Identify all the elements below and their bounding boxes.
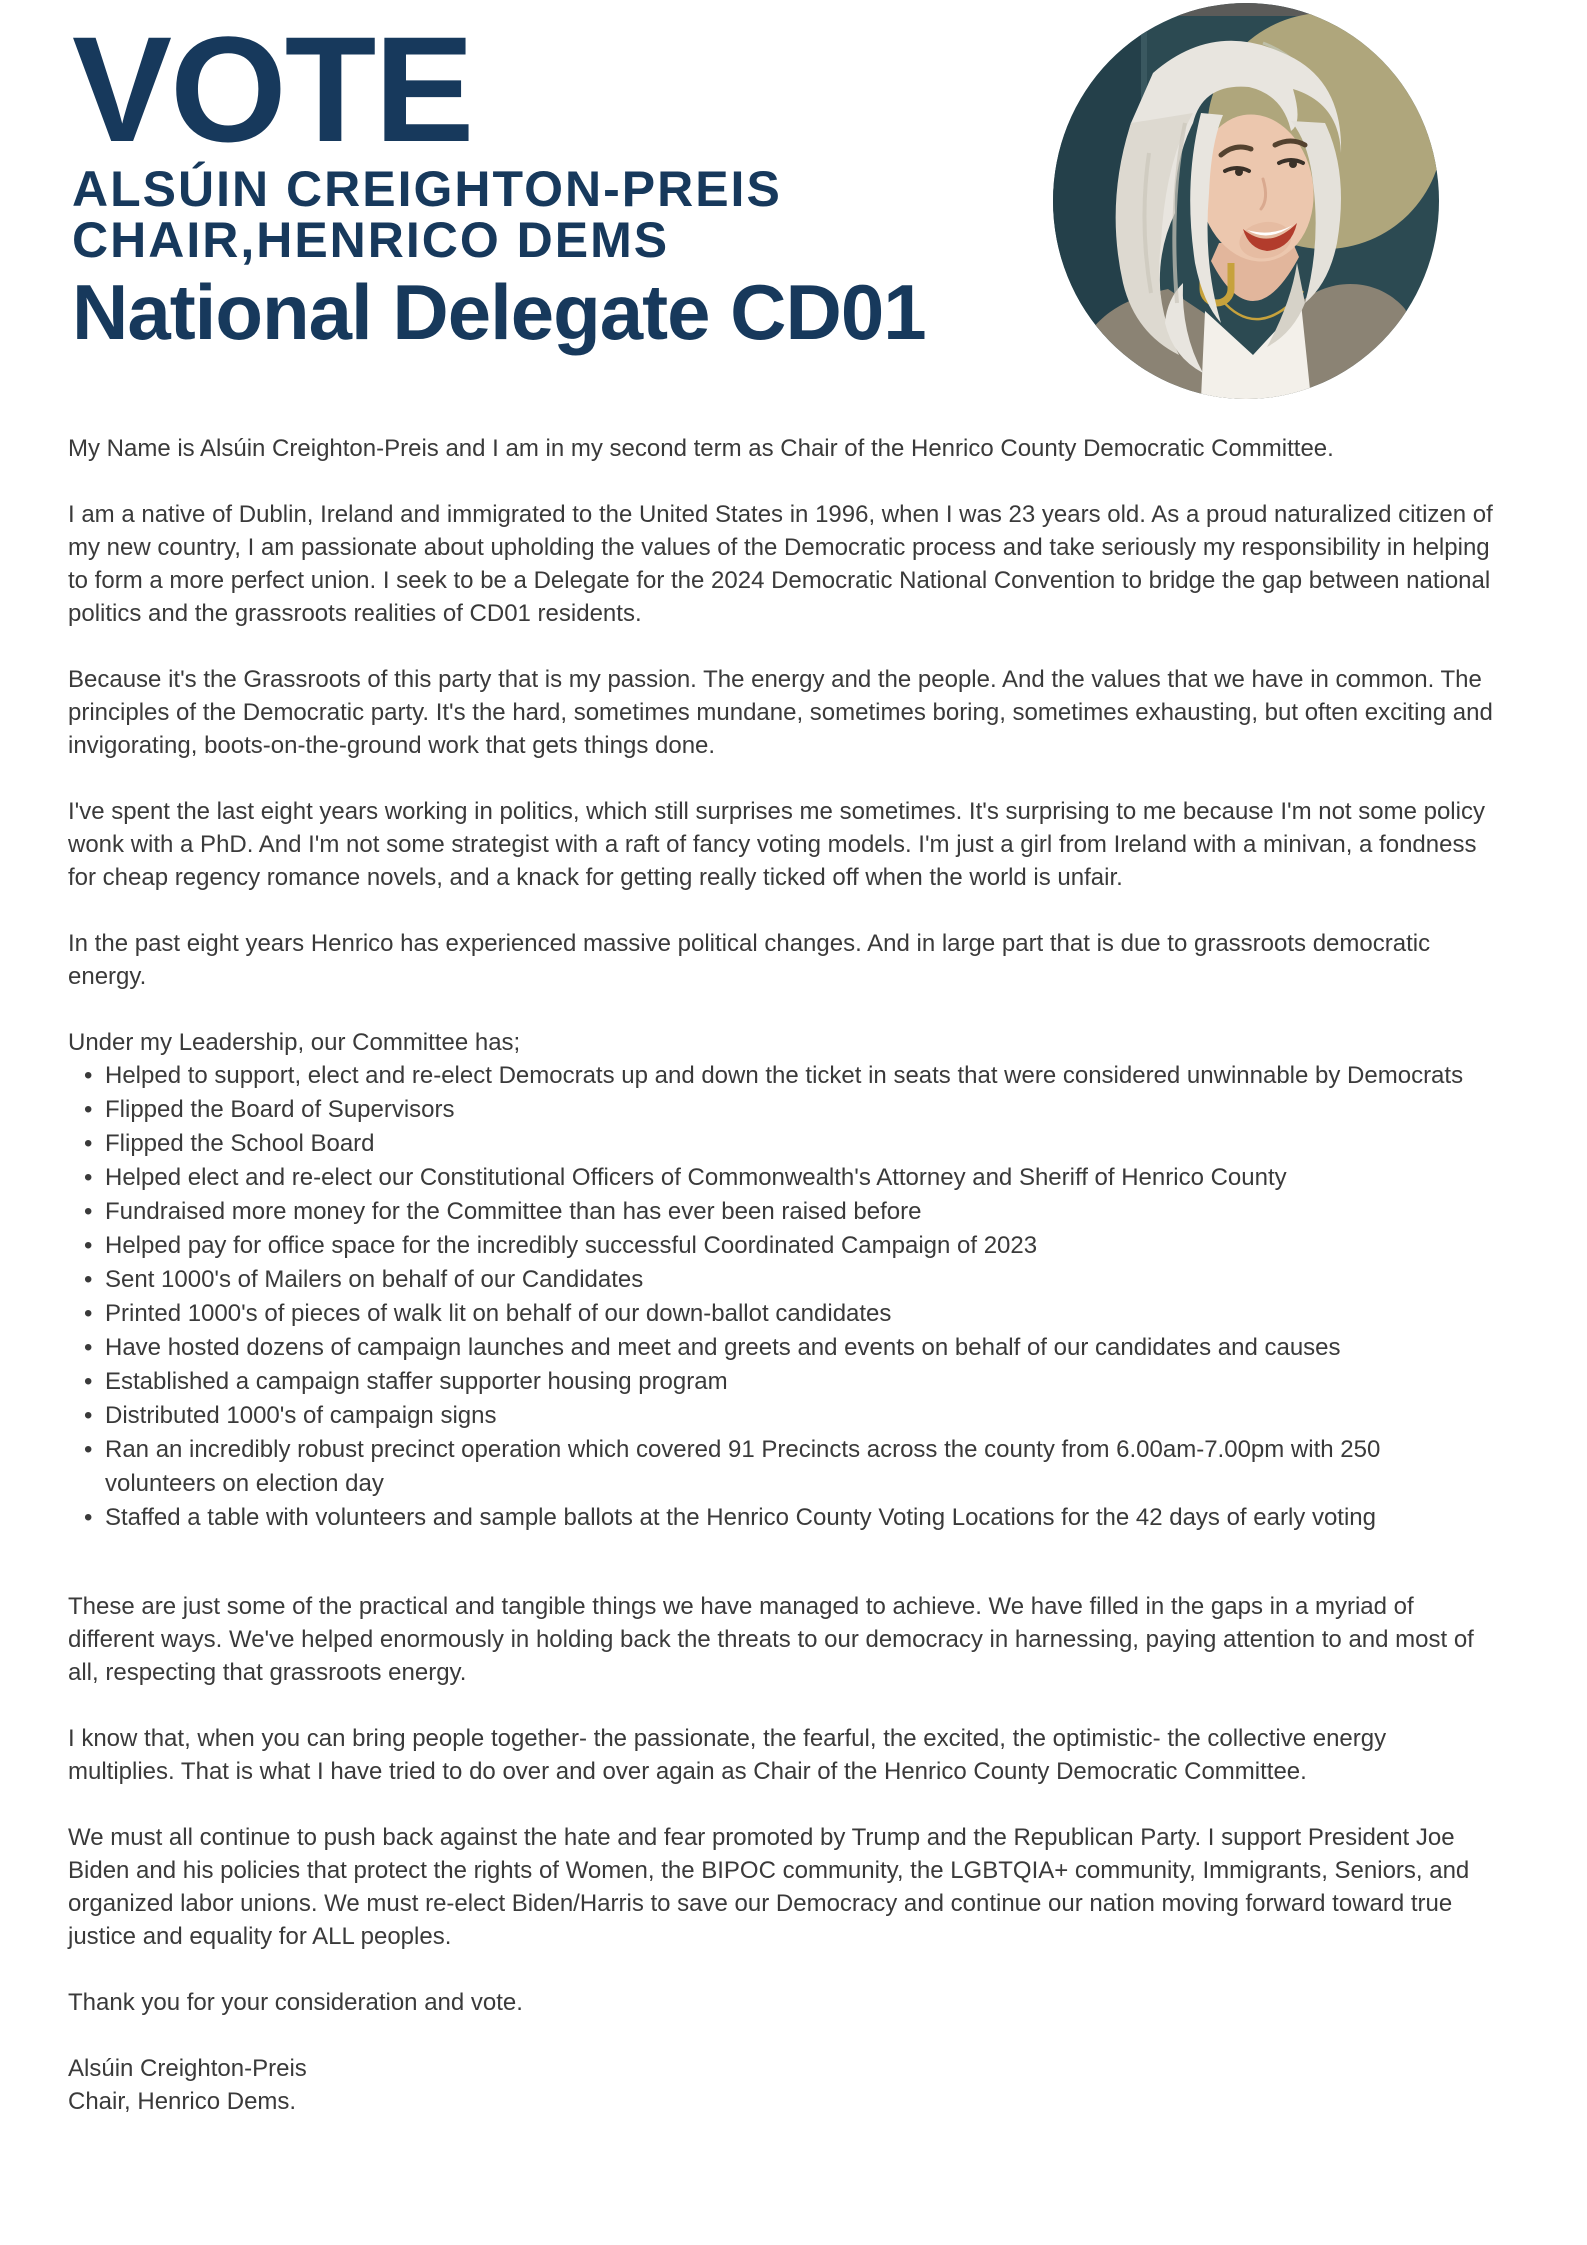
list-item: • Helped pay for office space for the incredibly successful Coordinated Campaign of 2023 (105, 1229, 1493, 1263)
delegate-title-line: National Delegate CD01 (72, 268, 926, 356)
paragraph-achievements: These are just some of the practical and tangible things we have managed to achieve. We have filled in the gaps in a myriad of different ways. We've helped enormously in holding back the threats to our democracy in harnessing, paying attention to and most of all, respecting that grassroots energy. (68, 1593, 1474, 1686)
signature-role: Chair, Henrico Dems. (68, 2088, 297, 2115)
list-item: • Have hosted dozens of campaign launches and meet and greets and events on behalf of our candidates and causes (105, 1331, 1493, 1365)
paragraph-pushback: We must all continue to push back against the hate and fear promoted by Trump and the Republican Party. I support President Joe Biden and his policies that protect the rights of Women, the BIPOC community, the LGBTQIA+ community, Immigrants, Seniors, and organized labor unions. We must re-elect Biden/Harris to save our Democracy and continue our nation moving forward toward true justice and equality for ALL peoples. (68, 1824, 1470, 1950)
paragraph-changes: In the past eight years Henrico has experienced massive political changes. And in large part that is due to grassroots democratic energy. (68, 930, 1431, 990)
paragraph-together: I know that, when you can bring people together- the passionate, the fearful, the excited, the optimistic- the collective energy multiplies. That is what I have tried to do over and over again as Chair of the Henrico County Democratic Committee. (68, 1725, 1387, 1785)
list-item: • Flipped the School Board (105, 1127, 1493, 1161)
list-item: • Distributed 1000's of campaign signs (105, 1399, 1493, 1433)
list-item: • Ran an incredibly robust precinct operation which covered 91 Precincts across the county from 6.00am-7.00pm with 250 volunteers on election day (105, 1433, 1493, 1501)
candidate-role-line: CHAIR,HENRICO DEMS (72, 212, 670, 268)
signature-block (68, 2052, 1493, 2118)
signature-name: Alsúin Creighton-Preis (68, 2055, 307, 2082)
paragraph-experience: I've spent the last eight years working in politics, which still surprises me sometimes. It's surprising to me because I'm not some policy wonk with a PhD. And I'm not some strategist with a raft of fancy voting models. I'm just a girl from Ireland with a minivan, a fondness for cheap regency romance novels, and a knack for getting really ticked off when the world is unfair. (68, 798, 1485, 891)
candidate-name-line: ALSÚIN CREIGHTON-PREIS (72, 161, 782, 217)
list-item: • Fundraised more money for the Committee than has ever been raised before (105, 1195, 1493, 1229)
list-item: • Staffed a table with volunteers and sample ballots at the Henrico County Voting Locations for the 42 days of early voting (105, 1501, 1493, 1535)
flyer-header (0, 0, 1587, 430)
candidate-photo-illustration (1053, 3, 1439, 399)
list-item: • Helped elect and re-elect our Constitutional Officers of Commonwealth's Attorney and Sheriff of Henrico County (105, 1161, 1493, 1195)
flyer-body (68, 432, 1493, 2118)
candidate-photo (1053, 3, 1439, 399)
list-item: • Established a campaign staffer supporter housing program (105, 1365, 1493, 1399)
list-intro: Under my Leadership, our Committee has; (68, 1029, 521, 1056)
paragraph-grassroots: Because it's the Grassroots of this party that is my passion. The energy and the people. And the values that we have in common. The principles of the Democratic party. It's the hard, sometimes mundane, sometimes boring, sometimes exhausting, but often exciting and invigorating, boots-on-the-ground work that gets things done. (68, 666, 1493, 759)
accomplishments-list (68, 1059, 1493, 1535)
paragraph-background: I am a native of Dublin, Ireland and immigrated to the United States in 1996, when I was 23 years old. As a proud naturalized citizen of my new country, I am passionate about upholding the values of the Democratic process and take seriously my responsibility in helping to form a more perfect union. I seek to be a Delegate for the 2024 Democratic National Convention to bridge the gap between national politics and the grassroots realities of CD01 residents. (68, 501, 1493, 627)
list-item: • Sent 1000's of Mailers on behalf of our Candidates (105, 1263, 1493, 1297)
list-item: • Printed 1000's of pieces of walk lit on behalf of our down-ballot candidates (105, 1297, 1493, 1331)
paragraph-intro: My Name is Alsúin Creighton-Preis and I am in my second term as Chair of the Henrico County Democratic Committee. (68, 435, 1334, 462)
paragraph-thanks: Thank you for your consideration and vote. (68, 1989, 523, 2016)
list-item: • Flipped the Board of Supervisors (105, 1093, 1493, 1127)
header-headings (72, 0, 926, 356)
vote-headline: VOTE (72, 5, 473, 173)
list-item: • Helped to support, elect and re-elect Democrats up and down the ticket in seats that were considered unwinnable by Democrats (105, 1059, 1493, 1093)
